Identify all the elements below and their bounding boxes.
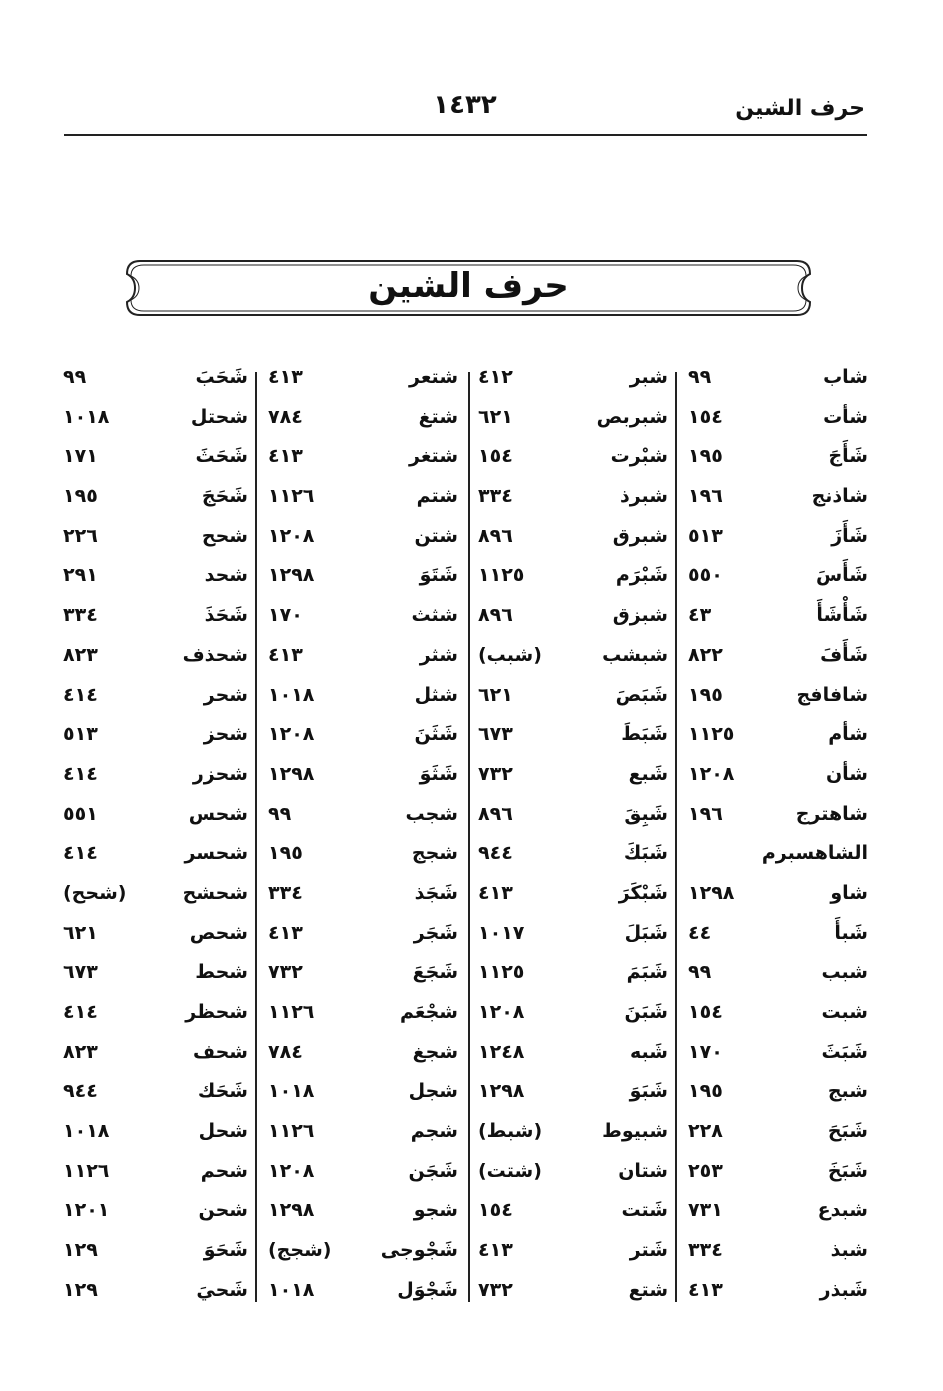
index-entry	[55, 1195, 250, 1235]
entry-page-ref: ١١٢٦	[268, 1120, 315, 1143]
index-entry	[260, 680, 460, 720]
entry-page-ref: ١٢٠٨	[268, 524, 315, 547]
column-divider	[255, 372, 257, 1302]
entry-page-ref: ١٠١٨	[63, 405, 110, 428]
entry-word: شاو	[830, 881, 868, 904]
entry-page-ref: ١٩٥	[688, 683, 723, 706]
index-entry	[680, 838, 870, 878]
index-entry	[680, 957, 870, 997]
entry-page-ref: ٢٢٦	[63, 524, 98, 547]
index-entry	[55, 719, 250, 759]
index-entry	[680, 680, 870, 720]
entry-page-ref: ٢٥٣	[688, 1159, 723, 1182]
entry-word: شتع	[628, 1278, 668, 1301]
entry-page-ref: ٥٥١	[63, 802, 98, 825]
entry-word: شَأَسَ	[815, 564, 868, 587]
index-entry	[55, 1235, 250, 1275]
entry-word: شبر	[629, 366, 668, 388]
entry-page-ref: ١٠١٧	[478, 921, 525, 944]
entry-page-ref: (شجج)	[268, 1239, 332, 1262]
entry-page-ref: ٤١٤	[63, 1001, 98, 1023]
index-entry	[55, 918, 250, 958]
entry-word: شَبع	[628, 762, 668, 785]
index-entry	[260, 362, 460, 402]
index-column-4	[55, 362, 250, 1315]
entry-page-ref: ١٢٤٨	[478, 1040, 525, 1063]
entry-word: شتغ	[418, 405, 458, 428]
entry-page-ref: ١١٢٦	[63, 1159, 110, 1182]
entry-page-ref: ١١٢٥	[688, 723, 735, 746]
entry-page-ref: ١٧٠	[268, 604, 303, 627]
entry-page-ref: ١١٢٥	[478, 961, 525, 984]
section-title: حرف الشين	[368, 266, 569, 306]
entry-page-ref: ١٢٩	[63, 1239, 98, 1262]
entry-word: شحص	[189, 921, 248, 944]
entry-page-ref: ٤١٣	[268, 643, 303, 666]
entry-page-ref: (شحح)	[63, 881, 127, 904]
entry-word: شأم	[828, 723, 868, 746]
index-entry	[55, 997, 250, 1037]
index-entry	[55, 481, 250, 521]
index-entry	[260, 878, 460, 918]
entry-word: شتعر	[409, 366, 458, 388]
section-banner	[126, 260, 811, 316]
entry-page-ref: ١٢٩٨	[268, 564, 315, 587]
entry-page-ref: ٦٢١	[63, 921, 98, 944]
index-entry	[470, 719, 670, 759]
entry-word: شحشح	[182, 881, 248, 904]
index-entry	[55, 402, 250, 442]
entry-word: شحر	[203, 683, 248, 706]
entry-page-ref: ١٩٥	[688, 445, 723, 468]
entry-page-ref: ١٥٤	[688, 1001, 723, 1023]
entry-word: شَبَمَ	[626, 961, 668, 984]
entry-page-ref: (شتت)	[478, 1159, 542, 1182]
entry-page-ref: ٦٢١	[478, 405, 513, 428]
running-header-title: حرف الشين	[735, 96, 865, 121]
index-entry	[55, 521, 250, 561]
index-entry	[55, 600, 250, 640]
entry-page-ref: ١٧١	[63, 445, 98, 468]
index-entry	[680, 640, 870, 680]
entry-page-ref: ٩٩	[688, 961, 712, 984]
entry-word: شَجْوَل	[397, 1278, 458, 1301]
entry-word: شحط	[195, 961, 248, 984]
entry-page-ref: ٤٣	[688, 604, 712, 627]
entry-page-ref: ٨٩٦	[478, 524, 513, 547]
index-entry	[470, 759, 670, 799]
entry-page-ref: ١٢٩٨	[688, 881, 735, 904]
entry-word: شتن	[414, 524, 458, 547]
entry-page-ref: ٥٥٠	[688, 564, 723, 587]
index-entry	[55, 1037, 250, 1077]
entry-page-ref: ٤١٤	[63, 762, 98, 785]
index-entry	[260, 918, 460, 958]
entry-page-ref: ١٧٠	[688, 1040, 723, 1063]
entry-page-ref: ١٠١٨	[268, 1278, 315, 1301]
entry-word: شَثَنَ	[414, 723, 458, 746]
entry-word: شثث	[411, 604, 458, 627]
entry-page-ref: ٣٣٤	[63, 604, 98, 627]
entry-word: شَبَطَ	[621, 723, 668, 746]
index-entry	[680, 362, 870, 402]
entry-word: شحف	[192, 1040, 248, 1063]
entry-page-ref: ٤١٣	[478, 1239, 513, 1262]
entry-page-ref: ٨٩٦	[478, 802, 513, 825]
entry-page-ref: ١١٢٦	[268, 1001, 315, 1023]
entry-word: شجو	[413, 1199, 458, 1222]
entry-word: شاب	[823, 366, 868, 388]
index-entry	[680, 1037, 870, 1077]
index-entry	[470, 521, 670, 561]
index-entry	[260, 759, 460, 799]
index-entry	[470, 918, 670, 958]
entry-page-ref: ٦٧٣	[63, 961, 98, 984]
entry-word: شَبذر	[819, 1278, 868, 1301]
entry-page-ref: ٤١٣	[478, 881, 513, 904]
index-entry	[470, 1116, 670, 1156]
entry-word: شَجَذ	[414, 881, 458, 904]
entry-word: شاهترج	[795, 802, 868, 825]
index-entry	[470, 402, 670, 442]
entry-word: شبت	[821, 1001, 868, 1023]
entry-page-ref: ١٢٠١	[63, 1199, 110, 1222]
header-rule	[64, 134, 867, 136]
index-entry	[470, 362, 670, 402]
entry-word: شَبه	[630, 1040, 668, 1063]
index-entry	[680, 441, 870, 481]
index-entry	[470, 441, 670, 481]
index-entry	[680, 759, 870, 799]
entry-word: شَحَجَ	[201, 485, 248, 508]
entry-word: شجْعَم	[399, 1001, 458, 1023]
entry-word: شَأْشَأَ	[816, 604, 868, 627]
entry-word: شحح	[201, 524, 248, 547]
entry-page-ref: ٩٩	[63, 366, 87, 388]
index-entry	[260, 521, 460, 561]
entry-word: شَبَلَ	[624, 921, 668, 944]
entry-page-ref: ٩٤٤	[63, 1080, 98, 1103]
index-entry	[680, 997, 870, 1037]
index-entry	[55, 560, 250, 600]
entry-page-ref: ٤١٣	[268, 366, 303, 388]
entry-word: شَجَر	[413, 921, 458, 944]
index-entry	[680, 1235, 870, 1275]
entry-word: شَبْكَرَ	[618, 881, 668, 904]
index-column-3	[260, 362, 460, 1315]
index-entry	[260, 1195, 460, 1235]
entry-word: شبذ	[830, 1239, 868, 1262]
entry-page-ref: ٣٣٤	[268, 881, 303, 904]
entry-page-ref: (شبب)	[478, 643, 542, 666]
entry-page-ref: ٤١٣	[268, 445, 303, 468]
index-entry	[470, 1156, 670, 1196]
index-entry	[470, 1195, 670, 1235]
entry-word: شَجَن	[408, 1159, 458, 1182]
index-column-2	[470, 362, 670, 1315]
index-entry	[680, 402, 870, 442]
entry-word: شَتَوَ	[419, 564, 458, 587]
entry-page-ref: ١٠١٨	[268, 1080, 315, 1103]
entry-word: شحذف	[182, 643, 248, 666]
index-entry	[260, 719, 460, 759]
entry-word: شحل	[198, 1120, 248, 1143]
entry-word: شبشب	[602, 643, 668, 666]
entry-word: شَبَنَ	[624, 1001, 668, 1023]
entry-word: شَبَحَ	[827, 1120, 868, 1143]
entry-page-ref: ٦٢١	[478, 683, 513, 706]
index-entry	[260, 1037, 460, 1077]
index-entry	[470, 680, 670, 720]
index-entry	[470, 1076, 670, 1116]
entry-word: شجغ	[412, 1040, 458, 1063]
entry-word: شَجْوجى	[380, 1239, 458, 1262]
entry-word: شَثَوَ	[419, 762, 458, 785]
entry-page-ref: ٨٢٢	[688, 643, 723, 666]
entry-page-ref: ٨٩٦	[478, 604, 513, 627]
entry-word: شَأَزَ	[831, 524, 868, 547]
entry-page-ref: ١٥٤	[478, 1199, 513, 1222]
entry-word: شحم	[200, 1159, 248, 1182]
entry-page-ref: ٤١٣	[268, 921, 303, 944]
entry-page-ref: ١٩٥	[268, 842, 303, 865]
entry-page-ref: ١٩٥	[688, 1080, 723, 1103]
index-entry	[260, 1156, 460, 1196]
entry-page-ref: ١٢٩٨	[268, 762, 315, 785]
entry-word: شَجَعَ	[412, 961, 458, 984]
entry-word: شَحَوَ	[203, 1239, 248, 1262]
entry-page-ref: ١٥٤	[478, 445, 513, 468]
entry-word: شتم	[416, 485, 458, 508]
index-entry	[260, 997, 460, 1037]
index-entry	[260, 799, 460, 839]
entry-word: شحن	[198, 1199, 248, 1222]
entry-page-ref: ٦٧٣	[478, 723, 513, 746]
entry-page-ref: ١٩٦	[688, 485, 723, 508]
entry-page-ref: ١٩٦	[688, 802, 723, 825]
index-entry	[470, 1275, 670, 1315]
entry-page-ref: ١٠١٨	[63, 1120, 110, 1143]
index-entry	[470, 838, 670, 878]
entry-page-ref: ٧٣٢	[478, 1278, 513, 1301]
index-entry	[55, 362, 250, 402]
entry-page-ref: ١٠١٨	[268, 683, 315, 706]
index-entry	[260, 957, 460, 997]
index-entry	[470, 640, 670, 680]
index-entry	[55, 680, 250, 720]
entry-word: شحظر	[185, 1001, 248, 1023]
index-entry	[55, 441, 250, 481]
entry-page-ref: ٧٨٤	[268, 405, 303, 428]
index-entry	[470, 1235, 670, 1275]
entry-word: شَأَجَ	[828, 445, 868, 468]
page-number: ١٤٣٢	[433, 90, 497, 120]
entry-page-ref: ٢٩١	[63, 564, 98, 587]
index-entry	[55, 799, 250, 839]
entry-page-ref: ٧٣١	[688, 1199, 723, 1222]
index-entry	[470, 560, 670, 600]
entry-page-ref: ٣٣٤	[688, 1239, 723, 1262]
entry-page-ref: ٤١٢	[478, 366, 513, 388]
index-entry	[260, 1076, 460, 1116]
column-divider	[675, 372, 677, 1302]
entry-word: شَبأَ	[834, 921, 868, 944]
entry-page-ref: (شبط)	[478, 1120, 543, 1143]
entry-word: شبرذ	[619, 485, 668, 508]
index-entry	[55, 957, 250, 997]
index-entry	[680, 799, 870, 839]
index-entry	[260, 402, 460, 442]
entry-word: شبزق	[612, 604, 668, 627]
entry-page-ref: ١٢٠٨	[478, 1001, 525, 1023]
index-entry	[260, 640, 460, 680]
index-entry	[680, 1076, 870, 1116]
entry-page-ref: ٤١٤	[63, 683, 98, 706]
entry-word: شحز	[203, 723, 248, 746]
entry-word: شَأَفَ	[820, 643, 868, 666]
entry-page-ref: ١٥٤	[688, 405, 723, 428]
entry-page-ref: ١٢٩٨	[478, 1080, 525, 1103]
entry-word: شَبِقَ	[624, 802, 668, 825]
index-entry	[55, 1156, 250, 1196]
entry-word: شتان	[618, 1159, 668, 1182]
entry-word: شَبَوَ	[629, 1080, 668, 1103]
entry-word: شجل	[408, 1080, 458, 1103]
index-entry	[680, 1156, 870, 1196]
entry-page-ref: ٨٢٣	[63, 643, 98, 666]
entry-page-ref: ٩٤٤	[478, 842, 513, 865]
entry-word: شتغر	[409, 445, 458, 468]
entry-page-ref: ٥١٣	[688, 524, 723, 547]
index-entry	[680, 600, 870, 640]
entry-word: شافافج	[796, 683, 868, 706]
entry-word: شجم	[410, 1120, 458, 1143]
entry-word: شَحيَ	[196, 1278, 248, 1301]
index-entry	[55, 759, 250, 799]
entry-word: شَبَثَ	[821, 1040, 868, 1063]
entry-word: شَبَصَ	[615, 683, 668, 706]
index-entry	[260, 1116, 460, 1156]
entry-word: شبج	[827, 1080, 868, 1103]
index-entry	[470, 600, 670, 640]
index-entry	[680, 560, 870, 600]
entry-page-ref: ١٢٠٨	[268, 723, 315, 746]
entry-page-ref: ٨٢٣	[63, 1040, 98, 1063]
index-entry	[680, 1195, 870, 1235]
entry-word: شحد	[204, 564, 248, 587]
entry-word: شَحَبَ	[195, 366, 248, 388]
entry-word: شثل	[414, 683, 458, 706]
entry-word: شَحَك	[197, 1080, 248, 1103]
entry-word: شَتر	[629, 1239, 668, 1262]
index-entry	[55, 838, 250, 878]
entry-page-ref: ١١٢٥	[478, 564, 525, 587]
entry-word: شَبْرَم	[615, 564, 668, 587]
index-entry	[55, 1076, 250, 1116]
index-entry	[680, 1116, 870, 1156]
entry-word: شأن	[825, 762, 868, 785]
index-entry	[470, 878, 670, 918]
entry-word: شجج	[411, 842, 458, 865]
index-entry	[260, 1275, 460, 1315]
entry-word: شحس	[188, 802, 248, 825]
entry-word: شبب	[821, 961, 868, 984]
entry-page-ref: ٩٩	[268, 802, 292, 825]
entry-word: شأت	[823, 405, 868, 428]
entry-word: شَبَخَ	[827, 1159, 868, 1182]
entry-word: شبْرت	[610, 445, 668, 468]
index-entry	[260, 560, 460, 600]
entry-page-ref: ٧٣٢	[268, 961, 303, 984]
entry-word: شبدع	[817, 1199, 868, 1222]
entry-word: الشاهسبرم	[761, 842, 868, 865]
entry-word: شبرق	[612, 524, 668, 547]
entry-page-ref: ١٢٠٨	[688, 762, 735, 785]
entry-word: شبربص	[596, 405, 668, 428]
index-entry	[55, 878, 250, 918]
entry-word: شحزر	[192, 762, 248, 785]
index-entry	[470, 481, 670, 521]
index-entry	[680, 521, 870, 561]
entry-word: شثر	[419, 643, 458, 666]
index-entry	[680, 1275, 870, 1315]
entry-page-ref: ٧٣٢	[478, 762, 513, 785]
index-entry	[680, 481, 870, 521]
index-entry	[260, 441, 460, 481]
index-entry	[260, 600, 460, 640]
entry-page-ref: ٤١٤	[63, 842, 98, 865]
index-entry	[260, 1235, 460, 1275]
entry-word: شحسر	[184, 842, 248, 865]
entry-word: شَتت	[621, 1199, 668, 1222]
entry-page-ref: ٢٢٨	[688, 1120, 723, 1143]
index-entry	[55, 1116, 250, 1156]
entry-page-ref: ١٢٩٨	[268, 1199, 315, 1222]
entry-word: شحتل	[190, 405, 248, 428]
entry-page-ref: ٤١٣	[688, 1278, 723, 1301]
index-entry	[680, 719, 870, 759]
entry-page-ref: ٥١٣	[63, 723, 98, 746]
index-entry	[470, 957, 670, 997]
index-entry	[55, 1275, 250, 1315]
entry-page-ref: ١١٢٦	[268, 485, 315, 508]
entry-word: شَحَثَ	[195, 445, 248, 468]
index-entry	[260, 481, 460, 521]
index-entry	[470, 799, 670, 839]
index-entry	[470, 1037, 670, 1077]
entry-word: شاذنج	[811, 485, 868, 508]
entry-page-ref: ٤٤	[688, 921, 712, 944]
index-entry	[680, 878, 870, 918]
entry-page-ref: ١٢٠٨	[268, 1159, 315, 1182]
index-entry	[470, 997, 670, 1037]
entry-page-ref: ٩٩	[688, 366, 712, 388]
index-entry	[680, 918, 870, 958]
entry-word: شجب	[405, 802, 458, 825]
index-entry	[55, 640, 250, 680]
entry-word: شبيوط	[602, 1120, 668, 1143]
entry-page-ref: ١٩٥	[63, 485, 98, 508]
entry-page-ref: ١٢٩	[63, 1278, 98, 1301]
entry-word: شَحَذَ	[204, 604, 248, 627]
entry-word: شَبَكَ	[623, 842, 668, 865]
index-column-1	[680, 362, 870, 1315]
entry-page-ref: ٣٣٤	[478, 485, 513, 508]
index-entry	[260, 838, 460, 878]
entry-page-ref: ٧٨٤	[268, 1040, 303, 1063]
